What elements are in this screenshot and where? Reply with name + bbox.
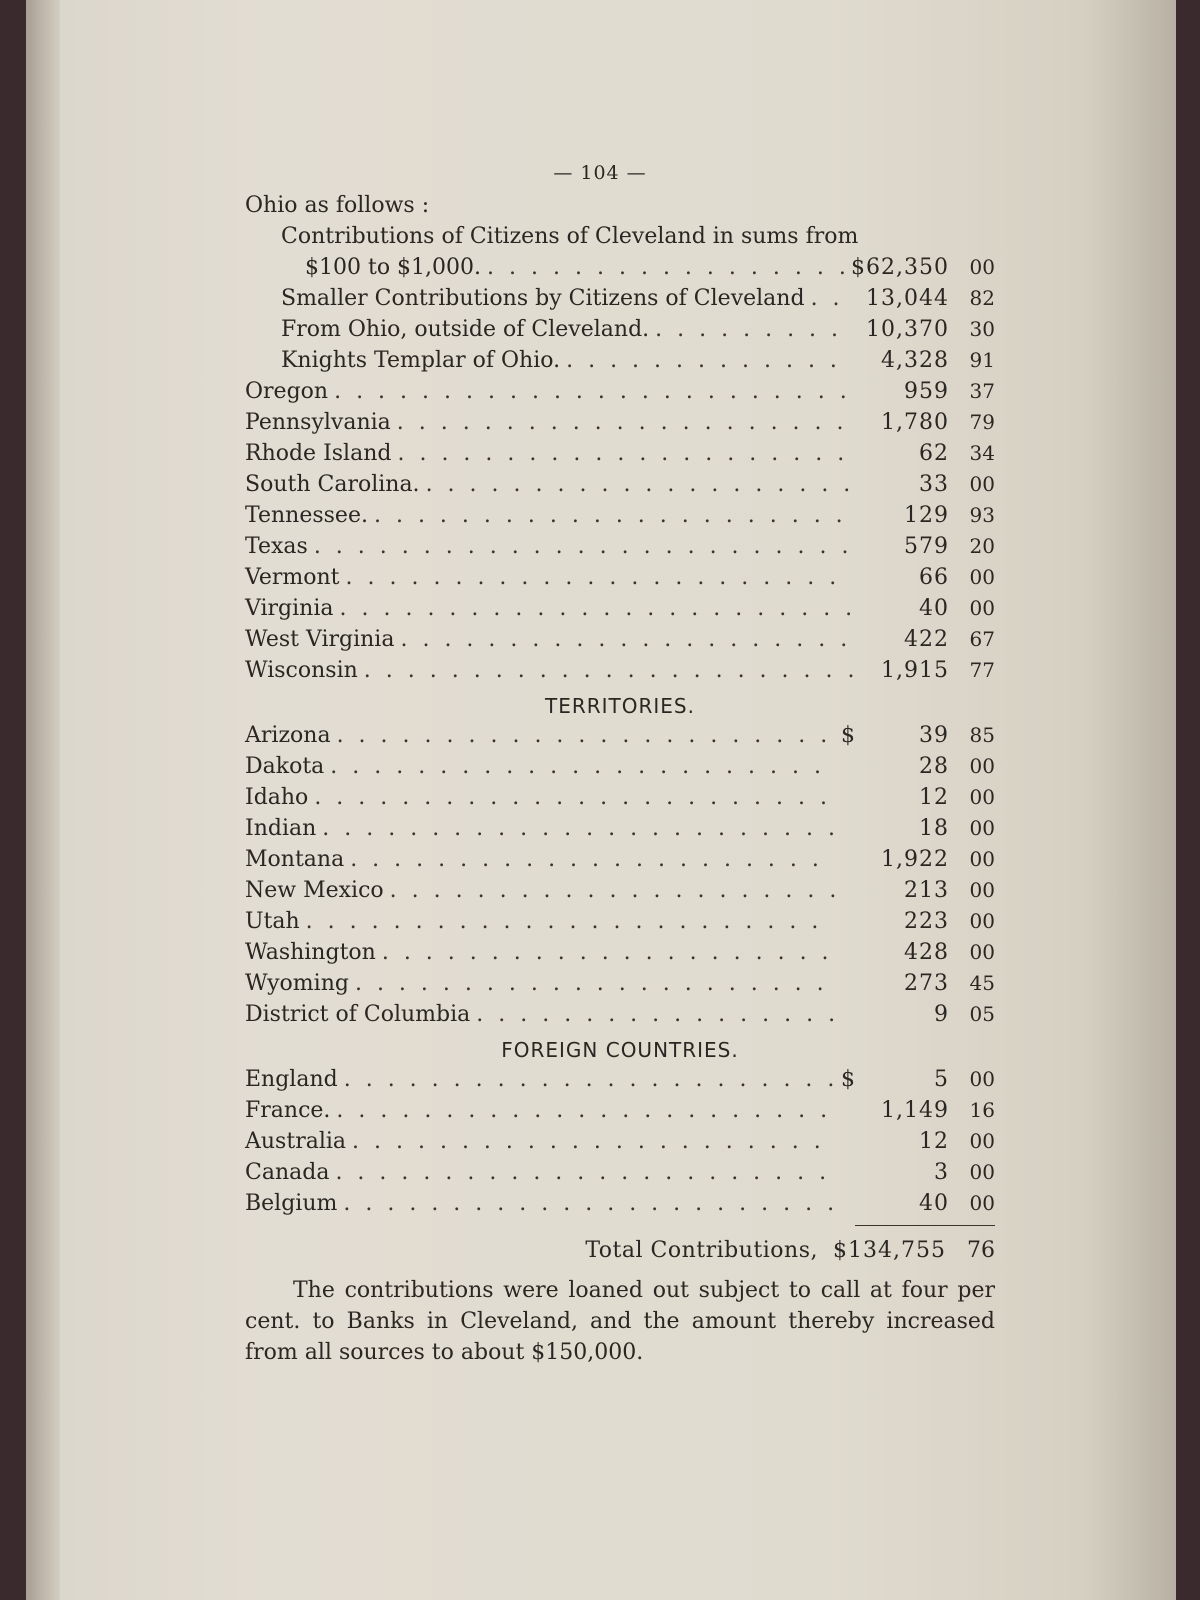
row-label: Rhode Island: [245, 441, 392, 466]
page-number: — 104 —: [553, 162, 647, 184]
row-label: Wisconsin: [245, 658, 358, 683]
row-label: $100 to $1,000.: [305, 255, 482, 280]
dot-leader: [400, 624, 853, 655]
row-label: Smaller Contributions by Citizens of Cleveland: [281, 286, 805, 311]
row-amount: 13,044: [866, 286, 949, 311]
dot-leader: [343, 1188, 835, 1219]
row-cents: 79: [969, 410, 995, 434]
total-rule-row: [245, 1219, 995, 1233]
row-cents: 00: [969, 847, 995, 871]
dot-leader: [397, 438, 853, 469]
row-cents: 77: [969, 658, 995, 682]
table-row: [245, 1126, 995, 1157]
closing-paragraph: The contributions were loaned out subject to call at four per cent. to Banks in Cleveland, and the amount thereby increased from all sources to about $150,000.: [245, 1278, 995, 1365]
row-amount: 39: [919, 723, 949, 748]
row-cents: 67: [969, 627, 995, 651]
table-row: [245, 531, 995, 562]
row-label: From Ohio, outside of Cleveland.: [281, 317, 650, 342]
row-amount: 62: [919, 441, 949, 466]
row-label: England: [245, 1067, 338, 1092]
page-gutter: [26, 0, 60, 1600]
row-amount: 579: [904, 534, 949, 559]
row-amount: 1,780: [881, 410, 949, 435]
ohio-list: [245, 283, 995, 376]
contributions-table: [245, 190, 995, 1368]
table-row: [245, 562, 995, 593]
dot-leader: [364, 655, 853, 686]
row-amount: 66: [919, 565, 949, 590]
row-amount: 9: [934, 1002, 949, 1027]
dot-leader: [344, 1064, 835, 1095]
territories-list: [245, 720, 995, 1030]
table-row: [245, 283, 995, 314]
states-list: [245, 376, 995, 686]
table-row: [245, 844, 995, 875]
row-label: Oregon: [245, 379, 329, 404]
row-cents: 30: [969, 317, 995, 341]
dot-leader: [306, 906, 835, 937]
ohio-intro-title: Ohio as follows :: [245, 193, 430, 218]
dot-leader: [314, 531, 853, 562]
table-row: [245, 906, 995, 937]
table-row: [245, 937, 995, 968]
dot-leader: [335, 1157, 835, 1188]
foreign-list: [245, 1064, 995, 1219]
foreign-heading: FOREIGN COUNTRIES.: [501, 1038, 739, 1062]
row-amount: 18: [919, 816, 949, 841]
table-row: [245, 500, 995, 531]
dot-leader: [426, 469, 853, 500]
row-label: Tennessee.: [245, 503, 368, 528]
table-row: [245, 345, 995, 376]
row-amount: 1,149: [881, 1098, 949, 1123]
row-label: Belgium: [245, 1191, 338, 1216]
row-cents: 00: [969, 1067, 995, 1091]
row-label: Canada: [245, 1160, 330, 1185]
dot-leader: [655, 314, 853, 345]
row-label: Knights Templar of Ohio.: [281, 348, 561, 373]
cleveland-large-row: [245, 252, 995, 283]
dot-leader: [566, 345, 853, 376]
dot-leader: [476, 999, 835, 1030]
table-row: [245, 813, 995, 844]
table-row: [245, 376, 995, 407]
row-amount: $62,350: [851, 255, 949, 280]
total-amount: $134,755: [833, 1238, 946, 1263]
total-row: [245, 1233, 995, 1269]
table-row: [245, 438, 995, 469]
table-row: [245, 655, 995, 686]
dot-leader: [390, 875, 835, 906]
row-label: Pennsylvania: [245, 410, 391, 435]
row-amount: 40: [919, 596, 949, 621]
row-label: West Virginia: [245, 627, 395, 652]
table-row: [245, 469, 995, 500]
row-amount: 40: [919, 1191, 949, 1216]
row-cents: 00: [969, 940, 995, 964]
dot-leader: [346, 562, 853, 593]
row-cents: 93: [969, 503, 995, 527]
row-amount: 1,922: [881, 847, 949, 872]
dot-leader: [350, 844, 835, 875]
row-cents: 00: [969, 754, 995, 778]
row-label: Washington: [245, 940, 376, 965]
table-row: [245, 314, 995, 345]
table-row: [245, 999, 995, 1030]
table-row: [245, 1064, 995, 1095]
dot-leader: [382, 937, 835, 968]
table-row: [245, 782, 995, 813]
row-label: Vermont: [245, 565, 340, 590]
total-cents: 76: [967, 1238, 995, 1263]
row-label: Utah: [245, 909, 300, 934]
table-row: [245, 720, 995, 751]
row-cents: 05: [969, 1002, 995, 1026]
row-cents: 00: [969, 472, 995, 496]
row-amount: 10,370: [866, 317, 949, 342]
table-row: [245, 407, 995, 438]
table-row: [245, 1095, 995, 1126]
row-cents: 00: [969, 909, 995, 933]
dot-leader: [336, 1095, 835, 1126]
row-cents: 00: [969, 565, 995, 589]
row-amount: 213: [904, 878, 949, 903]
dot-leader: [397, 407, 853, 438]
row-cents: 37: [969, 379, 995, 403]
dot-leader: [334, 376, 853, 407]
dot-leader: [355, 968, 835, 999]
row-amount: 223: [904, 909, 949, 934]
total-label: Total Contributions,: [585, 1238, 819, 1263]
dot-leader: [330, 751, 835, 782]
row-label: Texas: [245, 534, 308, 559]
row-cents: 45: [969, 971, 995, 995]
row-label: New Mexico: [245, 878, 384, 903]
cleveland-large-label: Contributions of Citizens of Cleveland in sums from: [281, 224, 859, 249]
row-amount: 12: [919, 1129, 949, 1154]
row-label: Dakota: [245, 754, 325, 779]
dot-leader: [811, 283, 853, 314]
dot-leader: [322, 813, 835, 844]
row-label: Indian: [245, 816, 317, 841]
row-cents: 85: [969, 723, 995, 747]
table-row: [245, 1157, 995, 1188]
row-amount: 28: [919, 754, 949, 779]
dollar-sign: $: [841, 723, 855, 748]
row-label: Idaho: [245, 785, 309, 810]
dot-leader: [374, 500, 853, 531]
row-amount: 4,328: [881, 348, 949, 373]
row-cents: 20: [969, 534, 995, 558]
row-amount: 273: [904, 971, 949, 996]
row-label: Virginia: [245, 596, 334, 621]
row-cents: 00: [969, 255, 995, 279]
row-cents: 91: [969, 348, 995, 372]
row-cents: 00: [969, 878, 995, 902]
table-row: [245, 593, 995, 624]
total-rule: [855, 1225, 995, 1226]
row-amount: 428: [904, 940, 949, 965]
row-cents: 00: [969, 596, 995, 620]
table-row: [245, 751, 995, 782]
row-label: Arizona: [245, 723, 331, 748]
table-row: [245, 875, 995, 906]
row-label: Wyoming: [245, 971, 349, 996]
table-row: [245, 968, 995, 999]
dot-leader: [352, 1126, 835, 1157]
dot-leader: [314, 782, 835, 813]
row-amount: 5: [934, 1067, 949, 1092]
table-row: [245, 1188, 995, 1219]
row-amount: 3: [934, 1160, 949, 1185]
row-cents: 34: [969, 441, 995, 465]
row-label: Australia: [245, 1129, 347, 1154]
dot-leader: [487, 252, 845, 283]
row-amount: 129: [904, 503, 949, 528]
row-amount: 33: [919, 472, 949, 497]
dot-leader: [340, 593, 854, 624]
row-cents: 00: [969, 1160, 995, 1184]
table-row: [245, 624, 995, 655]
row-cents: 00: [969, 1129, 995, 1153]
territories-heading: TERRITORIES.: [545, 694, 695, 718]
row-amount: 422: [904, 627, 949, 652]
dot-leader: [337, 720, 835, 751]
row-cents: 00: [969, 1191, 995, 1215]
row-amount: 1,915: [881, 658, 949, 683]
row-cents: 16: [969, 1098, 995, 1122]
row-label: France.: [245, 1098, 331, 1123]
row-cents: 00: [969, 816, 995, 840]
row-amount: 959: [904, 379, 949, 404]
dollar-sign: $: [841, 1067, 855, 1092]
row-label: South Carolina.: [245, 472, 420, 497]
row-cents: 82: [969, 286, 995, 310]
row-amount: 12: [919, 785, 949, 810]
row-cents: 00: [969, 785, 995, 809]
row-label: District of Columbia: [245, 1002, 471, 1027]
row-label: Montana: [245, 847, 345, 872]
